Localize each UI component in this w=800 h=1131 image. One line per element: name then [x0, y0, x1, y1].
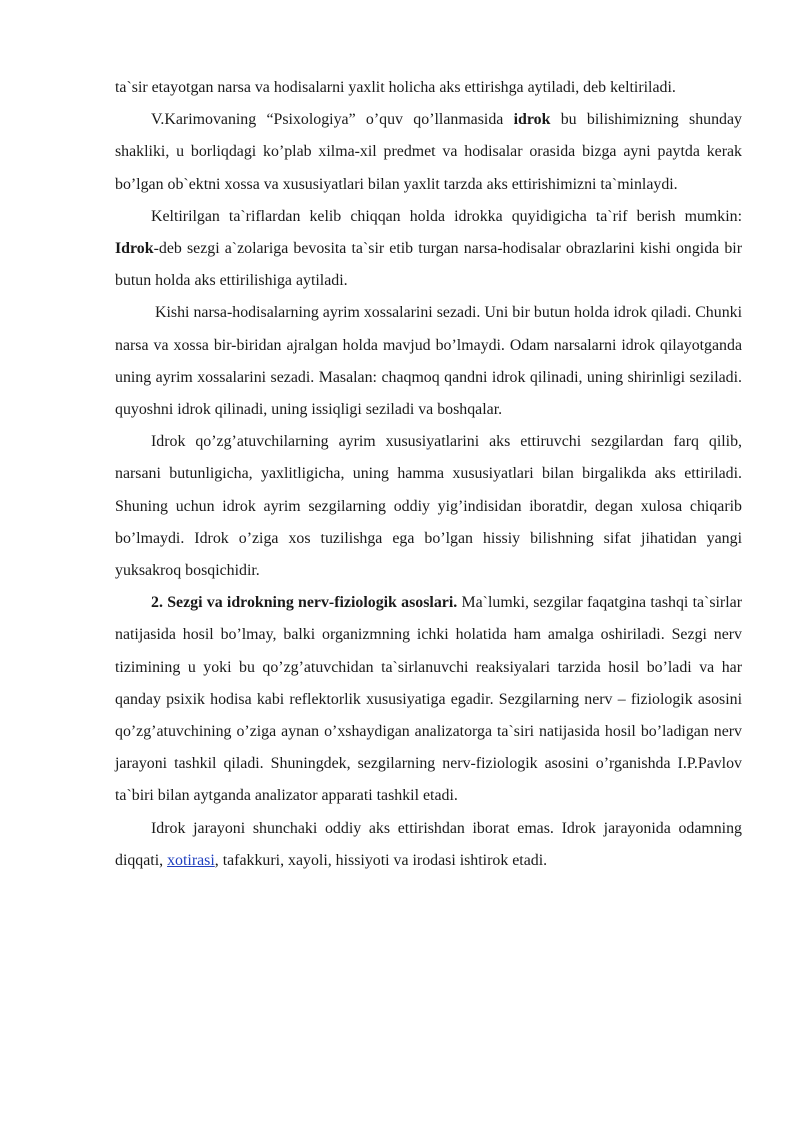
paragraph-3	[115, 201, 742, 298]
section-heading: 2. Sezgi va idrokning nerv-fiziologik asoslari.	[151, 594, 458, 612]
paragraph-2-after: bu bilishimizning shunday shakliki, u borliqdagi ko’plab xilma-xil predmet va hodisalar orasida bizga ayni paytda kerak bo’lgan ob`ektni xossa va xususiyatlari bilan yaxlit tarzda aks ettirishimizni ta`minlaydi.	[115, 111, 742, 193]
paragraph-5	[115, 426, 742, 587]
paragraph-6-text: Ma`lumki, sezgilar faqatgina tashqi ta`sirlar natijasida hosil bo’lmay, balki organizmning ichki holatida ham amalga oshiriladi. Sezgi nerv tizimining u yoki bu qo’zg’atuvchidan ta`sirlanuvchi reaksiyalari tarzida hosil bo’ladi va har qanday psixik hodisa kabi reflektorlik xususiyatiga egadir. Sezgilarning nerv – fiziologik asosini qo’zg’atuvchining o’ziga aynan o’xshaydigan analizatorga ta`siri natijasida hosil bo’ladigan nerv jarayoni tashkil qiladi. Shuningdek, sezgilarning nerv-fiziologik asosini o’rganishda I.P.Pavlov ta`biri bilan aytganda analizator apparati tashkil etadi.	[115, 594, 742, 805]
paragraph-4	[115, 297, 742, 426]
paragraph-2	[115, 104, 742, 201]
paragraph-7-before: Idrok jarayoni shunchaki oddiy aks ettirishdan iborat emas. Idrok jarayonida odamning diqqati,	[115, 819, 742, 869]
paragraph-3-before: Keltirilgan ta`riflardan kelib chiqqan holda idrokka quyidigicha ta`rif berish mumkin:	[151, 207, 742, 225]
paragraph-6	[115, 587, 742, 812]
term-idrok-definition: Idrok	[115, 240, 154, 258]
document-page	[115, 72, 742, 877]
term-idrok: idrok	[513, 111, 551, 129]
xotirasi-link[interactable]: xotirasi	[167, 851, 215, 869]
paragraph-7	[115, 813, 742, 877]
paragraph-1-text: ta`sir etayotgan narsa va hodisalarni yaxlit holicha aks ettirishga aytiladi, deb keltiriladi.	[115, 79, 676, 96]
paragraph-5-text: Idrok qo’zg’atuvchilarning ayrim xususiyatlarini aks ettiruvchi sezgilardan farq qilib, narsani butunligicha, yaxlitligicha, uning hamma xususiyatlari bilan birgalikda aks ettiriladi. Shuning uchun idrok ayrim sezgilarning oddiy yig’indisidan iboratdir, degan xulosa chiqarib bo’lmaydi. Idrok o’ziga xos tuzilishga ega bo’lgan hissiy bilishning sifat jihatidan yangi yuksakroq bosqichidir.	[115, 433, 742, 580]
paragraph-7-after: , tafakkuri, xayoli, hissiyoti va irodasi ishtirok etadi.	[214, 851, 548, 869]
paragraph-2-before: V.Karimovaning “Psixologiya” o’quv qo’llanmasida	[151, 111, 514, 129]
paragraph-3-after: -deb sezgi a`zolariga bevosita ta`sir etib turgan narsa-hodisalar obrazlarini kishi ongida bir butun holda aks ettirilishiga aytiladi.	[115, 240, 742, 290]
paragraph-1	[115, 72, 742, 104]
paragraph-4-text: Kishi narsa-hodisalarning ayrim xossalarini sezadi. Uni bir butun holda idrok qiladi. Chunki narsa va xossa bir-biridan ajralgan holda mavjud bo’lmaydi. Odam narsalarni idrok qilayotganda uning ayrim xossalarini sezadi. Masalan: chaqmoq qandni idrok qilinadi, uning shirinligi seziladi. quyoshni idrok qilinadi, uning issiqligi seziladi va boshqalar.	[115, 304, 742, 419]
